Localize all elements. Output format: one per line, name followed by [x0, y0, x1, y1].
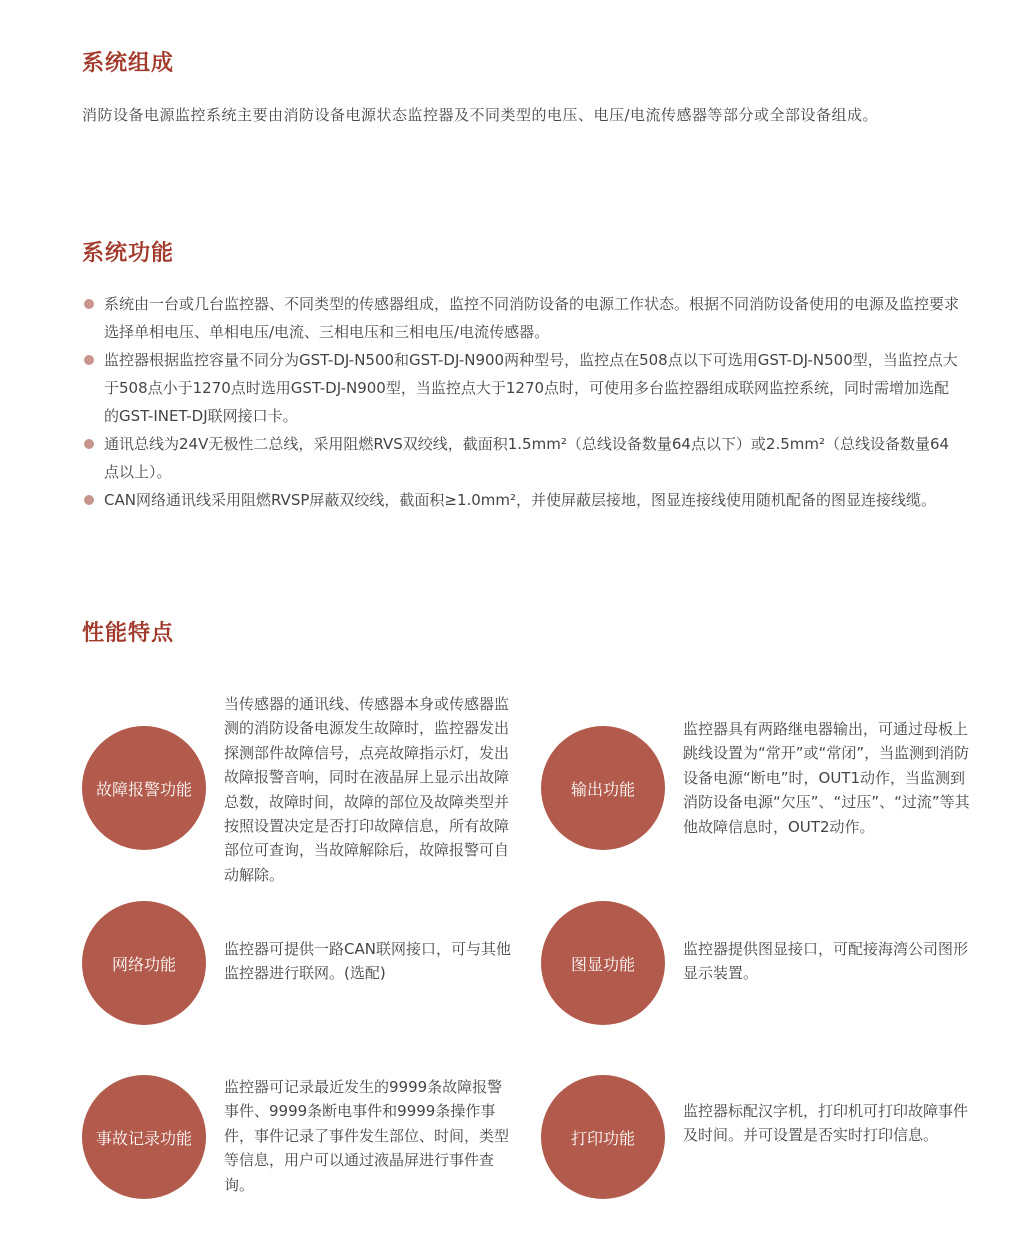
list-item: [82, 486, 962, 514]
list-item: [82, 346, 962, 430]
feature-print: [541, 1073, 981, 1203]
feature-circle: 图显功能: [541, 901, 665, 1025]
feature-circle: 事故记录功能: [82, 1075, 206, 1199]
feature-desc: 监控器具有两路继电器输出，可通过母板上跳线设置为“常开”或“常闭”，当监测到消防设备电源“断电”时，OUT1动作，当监测到消防设备电源“欠压”、“过压”、“过流”等其他故障信息时，OUT2动作。: [683, 720, 970, 836]
bullet-dot-icon: [84, 495, 94, 505]
feature-output: [541, 690, 981, 890]
feature-circle: 输出功能: [541, 726, 665, 850]
list-item: [82, 290, 962, 346]
feature-circle: 打印功能: [541, 1075, 665, 1199]
feature-desc: 监控器可提供一路CAN联网接口，可与其他监控器进行联网。(选配): [224, 940, 511, 983]
feature-desc: 当传感器的通讯线、传感器本身或传感器监测的消防设备电源发生故障时，监控器发出探测部件故障信号，点亮故障指示灯，发出故障报警音响，同时在液晶屏上显示出故障总数，故障时间，故障的部位及故障类型并按照设置决定是否打印故障信息，所有故障部位可查询，当故障解除后，故障报警可自动解除。: [224, 695, 510, 884]
feature-desc: 监控器标配汉字机，打印机可打印故障事件及时间。并可设置是否实时打印信息。: [683, 1102, 969, 1145]
functions-list: [82, 290, 962, 514]
list-item-text: 监控器根据监控容量不同分为GST-DJ-N500和GST-DJ-N900两种型号，监控点在508点以下可选用GST-DJ-N500型，当监控点大于508点小于1270点时选用GST-DJ-N900型，当监控点大于1270点时，可使用多台监控器组成联网监控系统，同时需增加选配的GST-INET-DJ联网接口卡。: [104, 351, 958, 425]
feature-circle: 网络功能: [82, 901, 206, 1025]
list-item-text: 系统由一台或几台监控器、不同类型的传感器组成，监控不同消防设备的电源工作状态。根据不同消防设备使用的电源及监控要求选择单相电压、单相电压/电流、三相电压和三相电压/电流传感器。: [104, 295, 960, 341]
feature-circle: 故障报警功能: [82, 726, 206, 850]
bullet-dot-icon: [84, 439, 94, 449]
feature-desc: 监控器提供图显接口，可配接海湾公司图形显示装置。: [683, 940, 969, 983]
composition-text: 消防设备电源监控系统主要由消防设备电源状态监控器及不同类型的电压、电压/电流传感器等部分或全部设备组成。: [82, 106, 879, 124]
feature-desc: 监控器可记录最近发生的9999条故障报警事件、9999条断电事件和9999条操作事件，事件记录了事件发生部位、时间，类型等信息，用户可以通过液晶屏进行事件查询。: [224, 1078, 510, 1194]
list-item: [82, 430, 962, 486]
composition-title: 系统组成: [82, 51, 175, 76]
feature-fault-alarm: [82, 690, 522, 890]
list-item-text: 通讯总线为24V无极性二总线，采用阻燃RVS双绞线，截面积1.5mm²（总线设备数量64点以下）或2.5mm²（总线设备数量64点以上）。: [104, 435, 950, 481]
functions-title: 系统功能: [82, 241, 175, 266]
feature-event-record: [82, 1073, 522, 1203]
feature-network: [82, 899, 522, 1029]
list-item-text: CAN网络通讯线采用阻燃RVSP屏蔽双绞线，截面积≥1.0mm²，并使屏蔽层接地，图显连接线使用随机配备的图显连接线缆。: [104, 491, 937, 509]
bullet-dot-icon: [84, 299, 94, 309]
feature-graphic-display: [541, 899, 981, 1029]
features-title: 性能特点: [82, 621, 175, 646]
bullet-dot-icon: [84, 355, 94, 365]
